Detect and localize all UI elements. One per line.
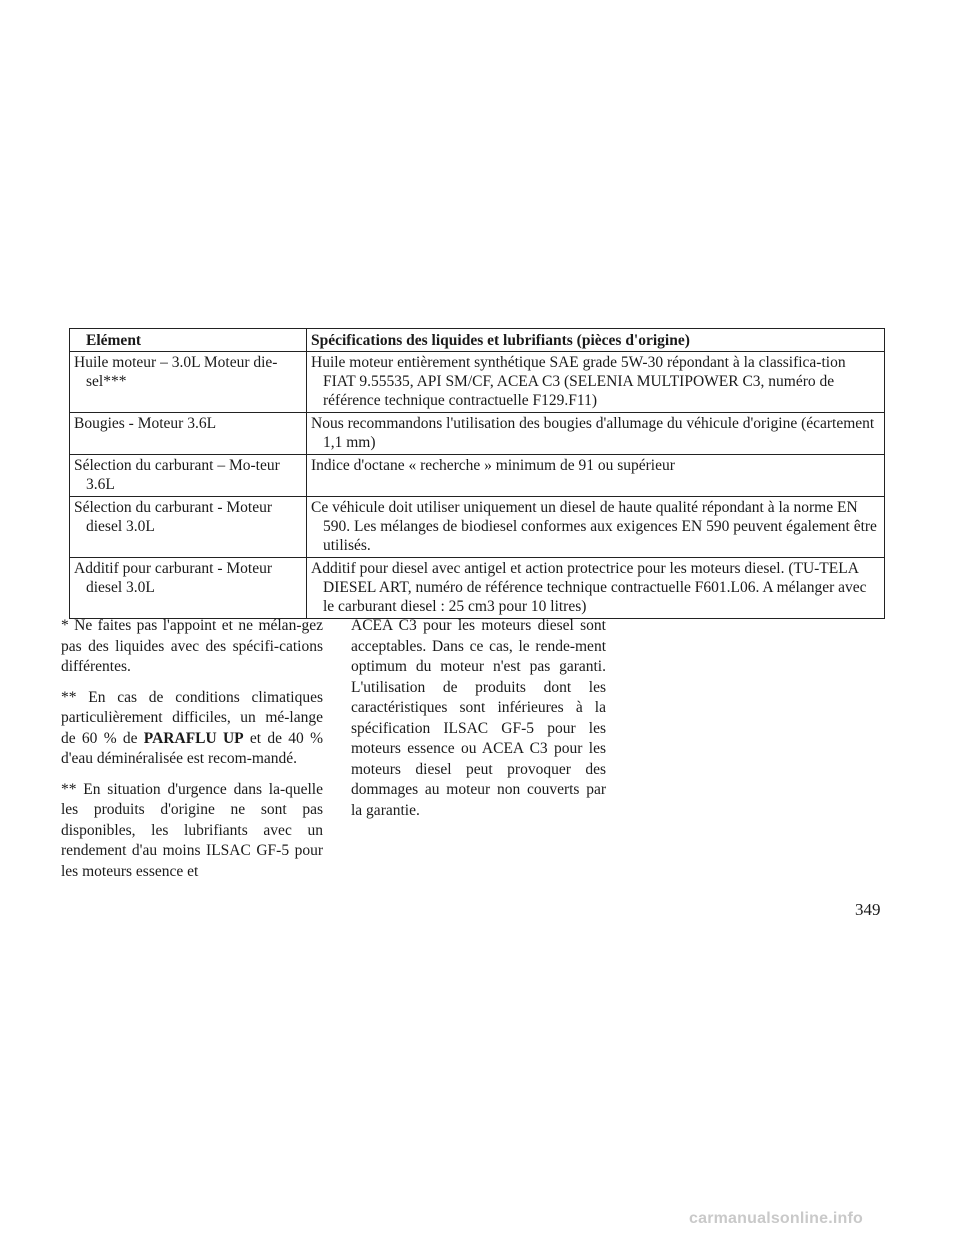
- spec-cell: Nous recommandons l'utilisation des bougies d'allumage du véhicule d'origine (écartement 1,1 mm): [307, 413, 885, 455]
- spec-cell: Indice d'octane « recherche » minimum de 91 ou supérieur: [307, 455, 885, 497]
- note-emergency-continued: ACEA C3 pour les moteurs diesel sont acceptables. Dans ce cas, le rende-ment optimum du moteur n'est pas garanti. L'utilisation de produits dont les caractéristiques sont inférieures à la spécification ILSAC GF-5 pour les moteurs essence ou ACEA C3 pour les moteurs diesel peut provoquer des dommages au moteur non couverts par la garantie.: [351, 617, 606, 819]
- table-header-row: [70, 329, 885, 352]
- table-row: [70, 413, 885, 455]
- watermark: carmanualsonline.info: [689, 1210, 864, 1227]
- header-specifications: Spécifications des liquides et lubrifiants (pièces d'origine): [307, 329, 885, 352]
- spec-cell: Ce véhicule doit utiliser uniquement un diesel de haute qualité répondant à la norme EN 590. Les mélanges de biodiesel conformes aux exigences EN 590 peuvent également être utilisés.: [307, 497, 885, 558]
- note-emergency: ** En situation d'urgence dans la-quelle les produits d'origine ne sont pas disponibles, les lubrifiants avec un rendement d'au moins ILSAC GF-5 pour les moteurs essence et: [61, 780, 323, 880]
- spec-cell: Additif pour diesel avec antigel et action protectrice pour les moteurs diesel. (TU-TELA DIESEL ART, numéro de référence technique contractuelle F601.L06. A mélanger avec le carburant diesel : 25 cm3 pour 10 litres): [307, 558, 885, 619]
- element-cell: Additif pour carburant - Moteur diesel 3.0L: [70, 558, 307, 619]
- element-cell: Bougies - Moteur 3.6L: [70, 413, 307, 455]
- note-mixing: * Ne faites pas l'appoint et ne mélan-gez pas des liquides avec des spécifi-cations différentes.: [61, 617, 323, 675]
- table-row: [70, 558, 885, 619]
- table-row: [70, 497, 885, 558]
- table-row: [70, 352, 885, 413]
- spec-cell: Huile moteur entièrement synthétique SAE grade 5W-30 répondant à la classifica-tion FIAT 9.55535, API SM/CF, ACEA C3 (SELENIA MULTIPOWER C3, numéro de référence technique contractuelle F129.F11): [307, 352, 885, 413]
- element-cell: Sélection du carburant – Mo-teur 3.6L: [70, 455, 307, 497]
- brand-paraflu: PARAFLU UP: [143, 729, 244, 747]
- element-cell: Sélection du carburant - Moteur diesel 3.0L: [70, 497, 307, 558]
- specifications-table: [69, 328, 885, 619]
- notes-right-column: [335, 616, 606, 831]
- note-climate: ** En cas de conditions climatiques particulièrement difficiles, un mé-lange de 60 % de PARAFLU UP et de 40 % d'eau déminéralisée est recom-mandé.: [61, 688, 323, 767]
- page-number: 349: [855, 900, 881, 919]
- header-element: Elément: [70, 329, 307, 352]
- element-cell: Huile moteur – 3.0L Moteur die-sel***: [70, 352, 307, 413]
- table-row: [70, 455, 885, 497]
- notes-left-column: [61, 616, 323, 892]
